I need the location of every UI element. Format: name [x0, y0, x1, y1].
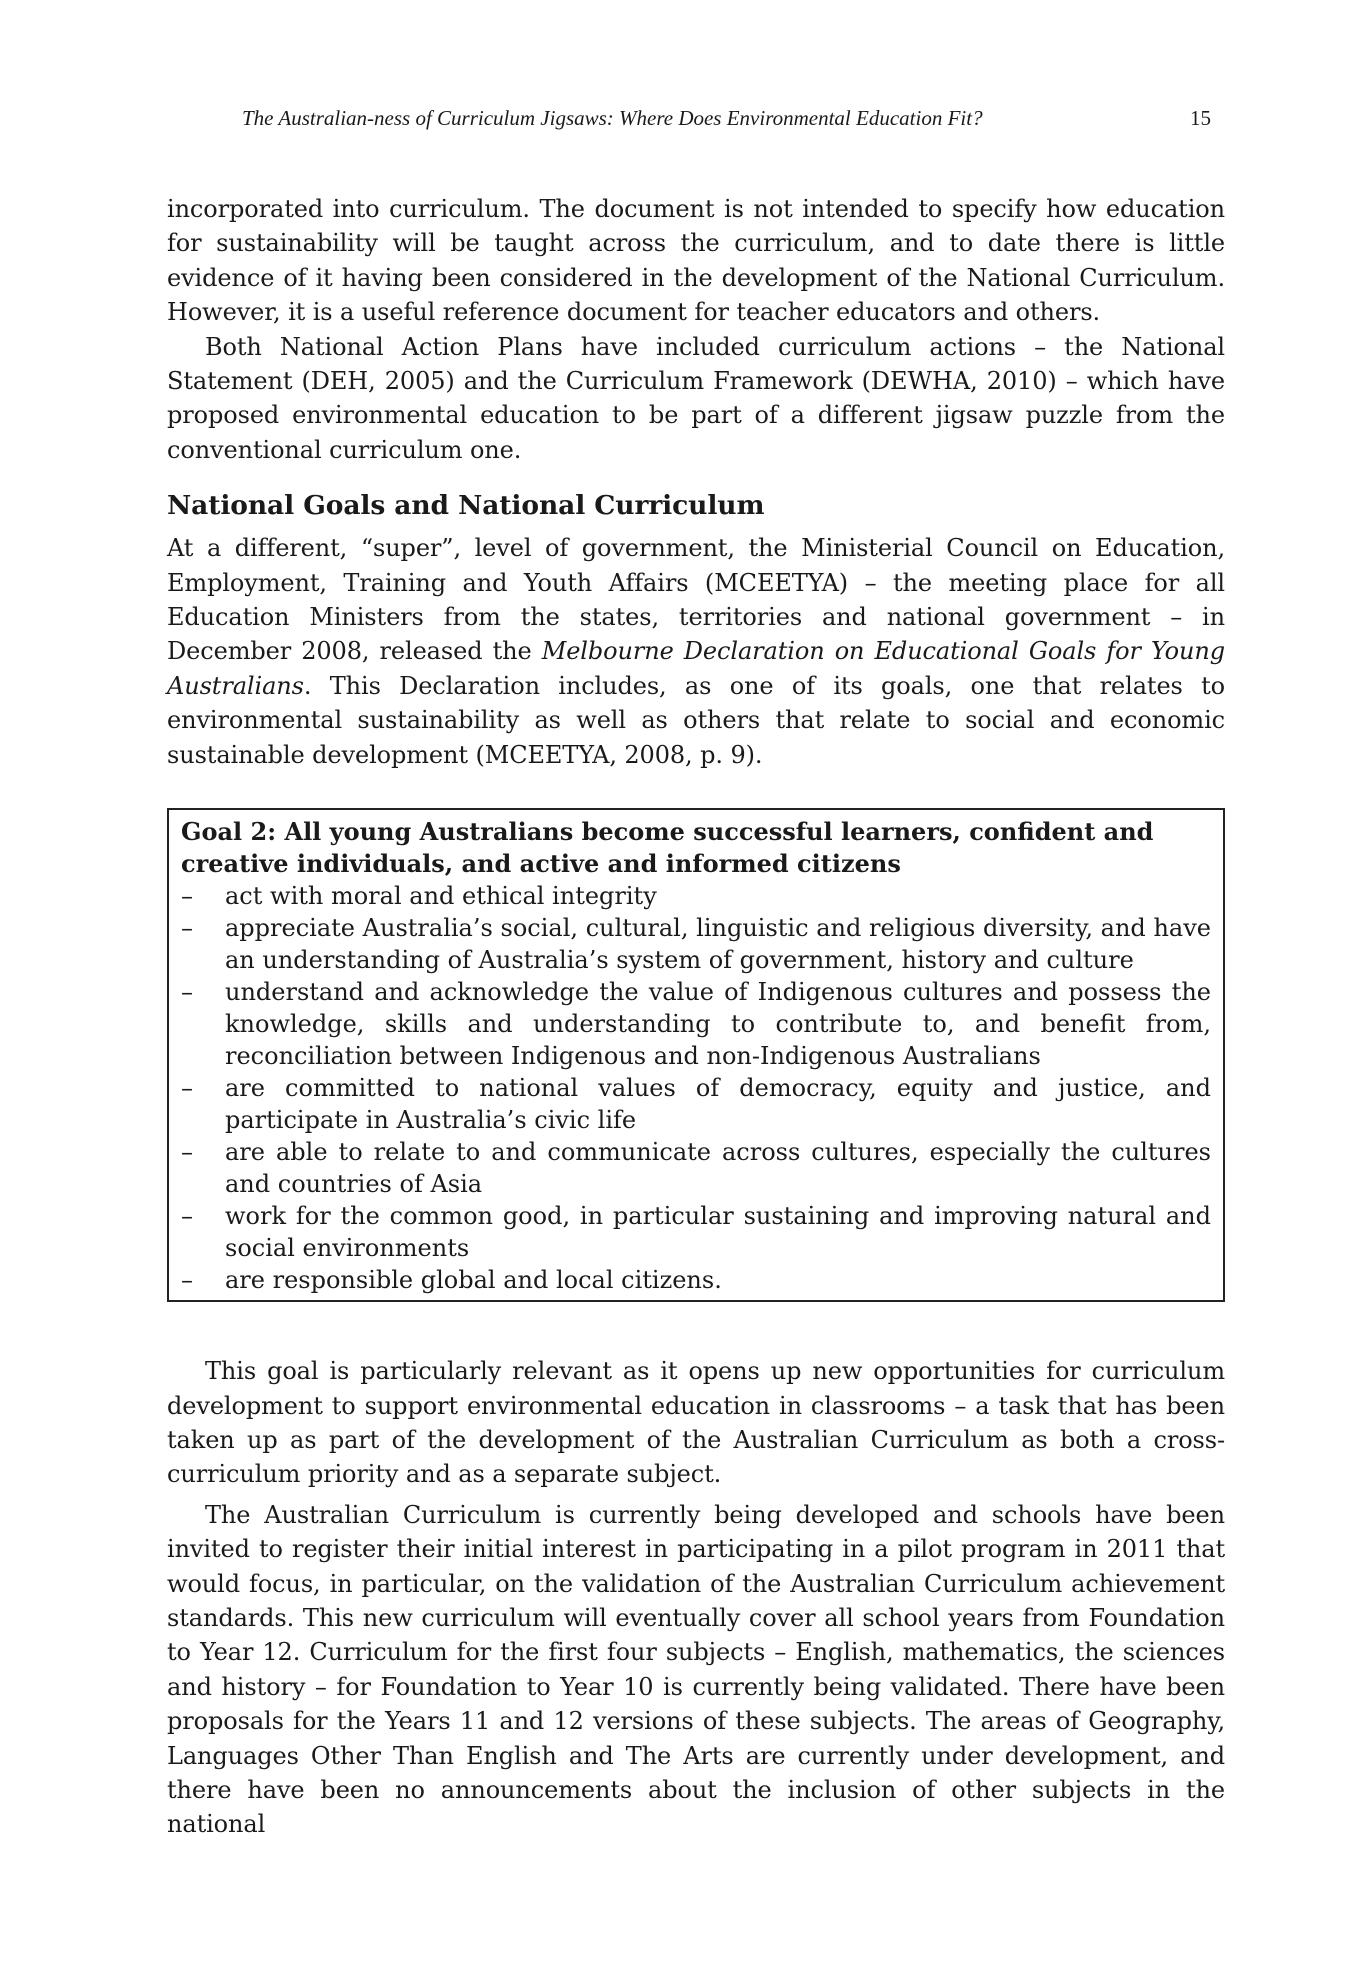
goal-list-item: [181, 1072, 1211, 1136]
goal-item-text: are able to relate to and communicate across cultures, especially the cultures and countries of Asia: [225, 1138, 1211, 1199]
post-box-text: [167, 1354, 1225, 1842]
dash-bullet: –: [181, 1202, 193, 1231]
goal-box: [167, 808, 1225, 1302]
body-text: [167, 192, 1225, 1842]
goal-list-item: [181, 1136, 1211, 1200]
goal-list-item: [181, 976, 1211, 1072]
goal-list-item: [181, 1264, 1211, 1296]
paragraph-5: The Australian Curriculum is currently being developed and schools have been invited to register their initial interest in participating in a pilot program in 2011 that would focus, in particular, on the validation of the Australian Curriculum achievement standards. This new curriculum will eventually cover all school years from Foundation to Year 12. Curriculum for the first four subjects – English, mathematics, the sciences and history – for Foundation to Year 10 is currently being validated. There have been proposals for the Years 11 and 12 versions of these subjects. The areas of Geography, Languages Other Than English and The Arts are currently under development, and there have been no announcements about the inclusion of other subjects in the national: [167, 1500, 1225, 1839]
goal-item-text: act with moral and ethical integrity: [225, 882, 657, 911]
dash-bullet: –: [181, 882, 193, 911]
dash-bullet: –: [181, 978, 193, 1007]
goal-item-text: appreciate Australia’s social, cultural, linguistic and religious diversity, and have an understanding of Australia’s system of government, history and culture: [225, 914, 1211, 975]
paragraph-2: Both National Action Plans have included curriculum actions – the National Statement (DEH, 2005) and the Curriculum Framework (DEWHA, 2010) – which have proposed environmental education to be part of a different jigsaw puzzle from the conventional curriculum one.: [167, 332, 1225, 464]
goal-box-title: Goal 2: All young Australians become successful learners, confident and creative individuals, and active and informed citizens: [181, 817, 1154, 879]
paragraph-3-text-end: . This Declaration includes, as one of its goals, one that relates to environmental sustainability as well as others that relate to social and economic sustainable development (MCEETYA, 2008, p. 9).: [167, 671, 1225, 769]
section-heading: National Goals and National Curriculum: [167, 490, 765, 522]
dash-bullet: –: [181, 1266, 193, 1295]
paragraph-3: [167, 531, 1225, 772]
goal-item-text: are responsible global and local citizens.: [225, 1266, 722, 1295]
dash-bullet: –: [181, 1138, 193, 1167]
running-head: [167, 106, 1225, 140]
running-head-title: The Australian-ness of Curriculum Jigsaws: Where Does Environmental Education Fit?: [242, 106, 983, 130]
goal-item-text: understand and acknowledge the value of Indigenous cultures and possess the knowledge, skills and understanding to contribute to, and benefit from, reconciliation between Indigenous and non-Indigenous Australians: [225, 978, 1211, 1071]
goal-list-item: [181, 1200, 1211, 1264]
paragraph-4: This goal is particularly relevant as it opens up new opportunities for curriculum development to support environmental education in classrooms – a task that has been taken up as part of the development of the Australian Curriculum as both a cross-curriculum priority and as a separate subject.: [167, 1357, 1225, 1489]
dash-bullet: –: [181, 1074, 193, 1103]
declaration-title: Melbourne Declaration on Educational Goals for Young Australians: [167, 637, 1225, 700]
page-number: 15: [1190, 106, 1211, 130]
goal-item-text: are committed to national values of democracy, equity and justice, and participate in Australia’s civic life: [225, 1074, 1211, 1135]
goal-item-text: work for the common good, in particular sustaining and improving natural and social environments: [225, 1202, 1211, 1263]
goal-list: [181, 880, 1211, 1296]
goal-list-item: [181, 912, 1211, 976]
dash-bullet: –: [181, 914, 193, 943]
paragraph-3-text-start: At a different, “super”, level of government, the Ministerial Council on Education, Employment, Training and Youth Affairs (MCEETYA) – the meeting place for all Education Ministers from the states, territories and national government – in December 2008, released the: [167, 534, 1225, 666]
paragraph-1: incorporated into curriculum. The document is not intended to specify how education for sustainability will be taught across the curriculum, and to date there is little evidence of it having been considered in the development of the National Curriculum. However, it is a useful reference document for teacher educators and others.: [167, 195, 1225, 327]
goal-list-item: [181, 880, 1211, 912]
